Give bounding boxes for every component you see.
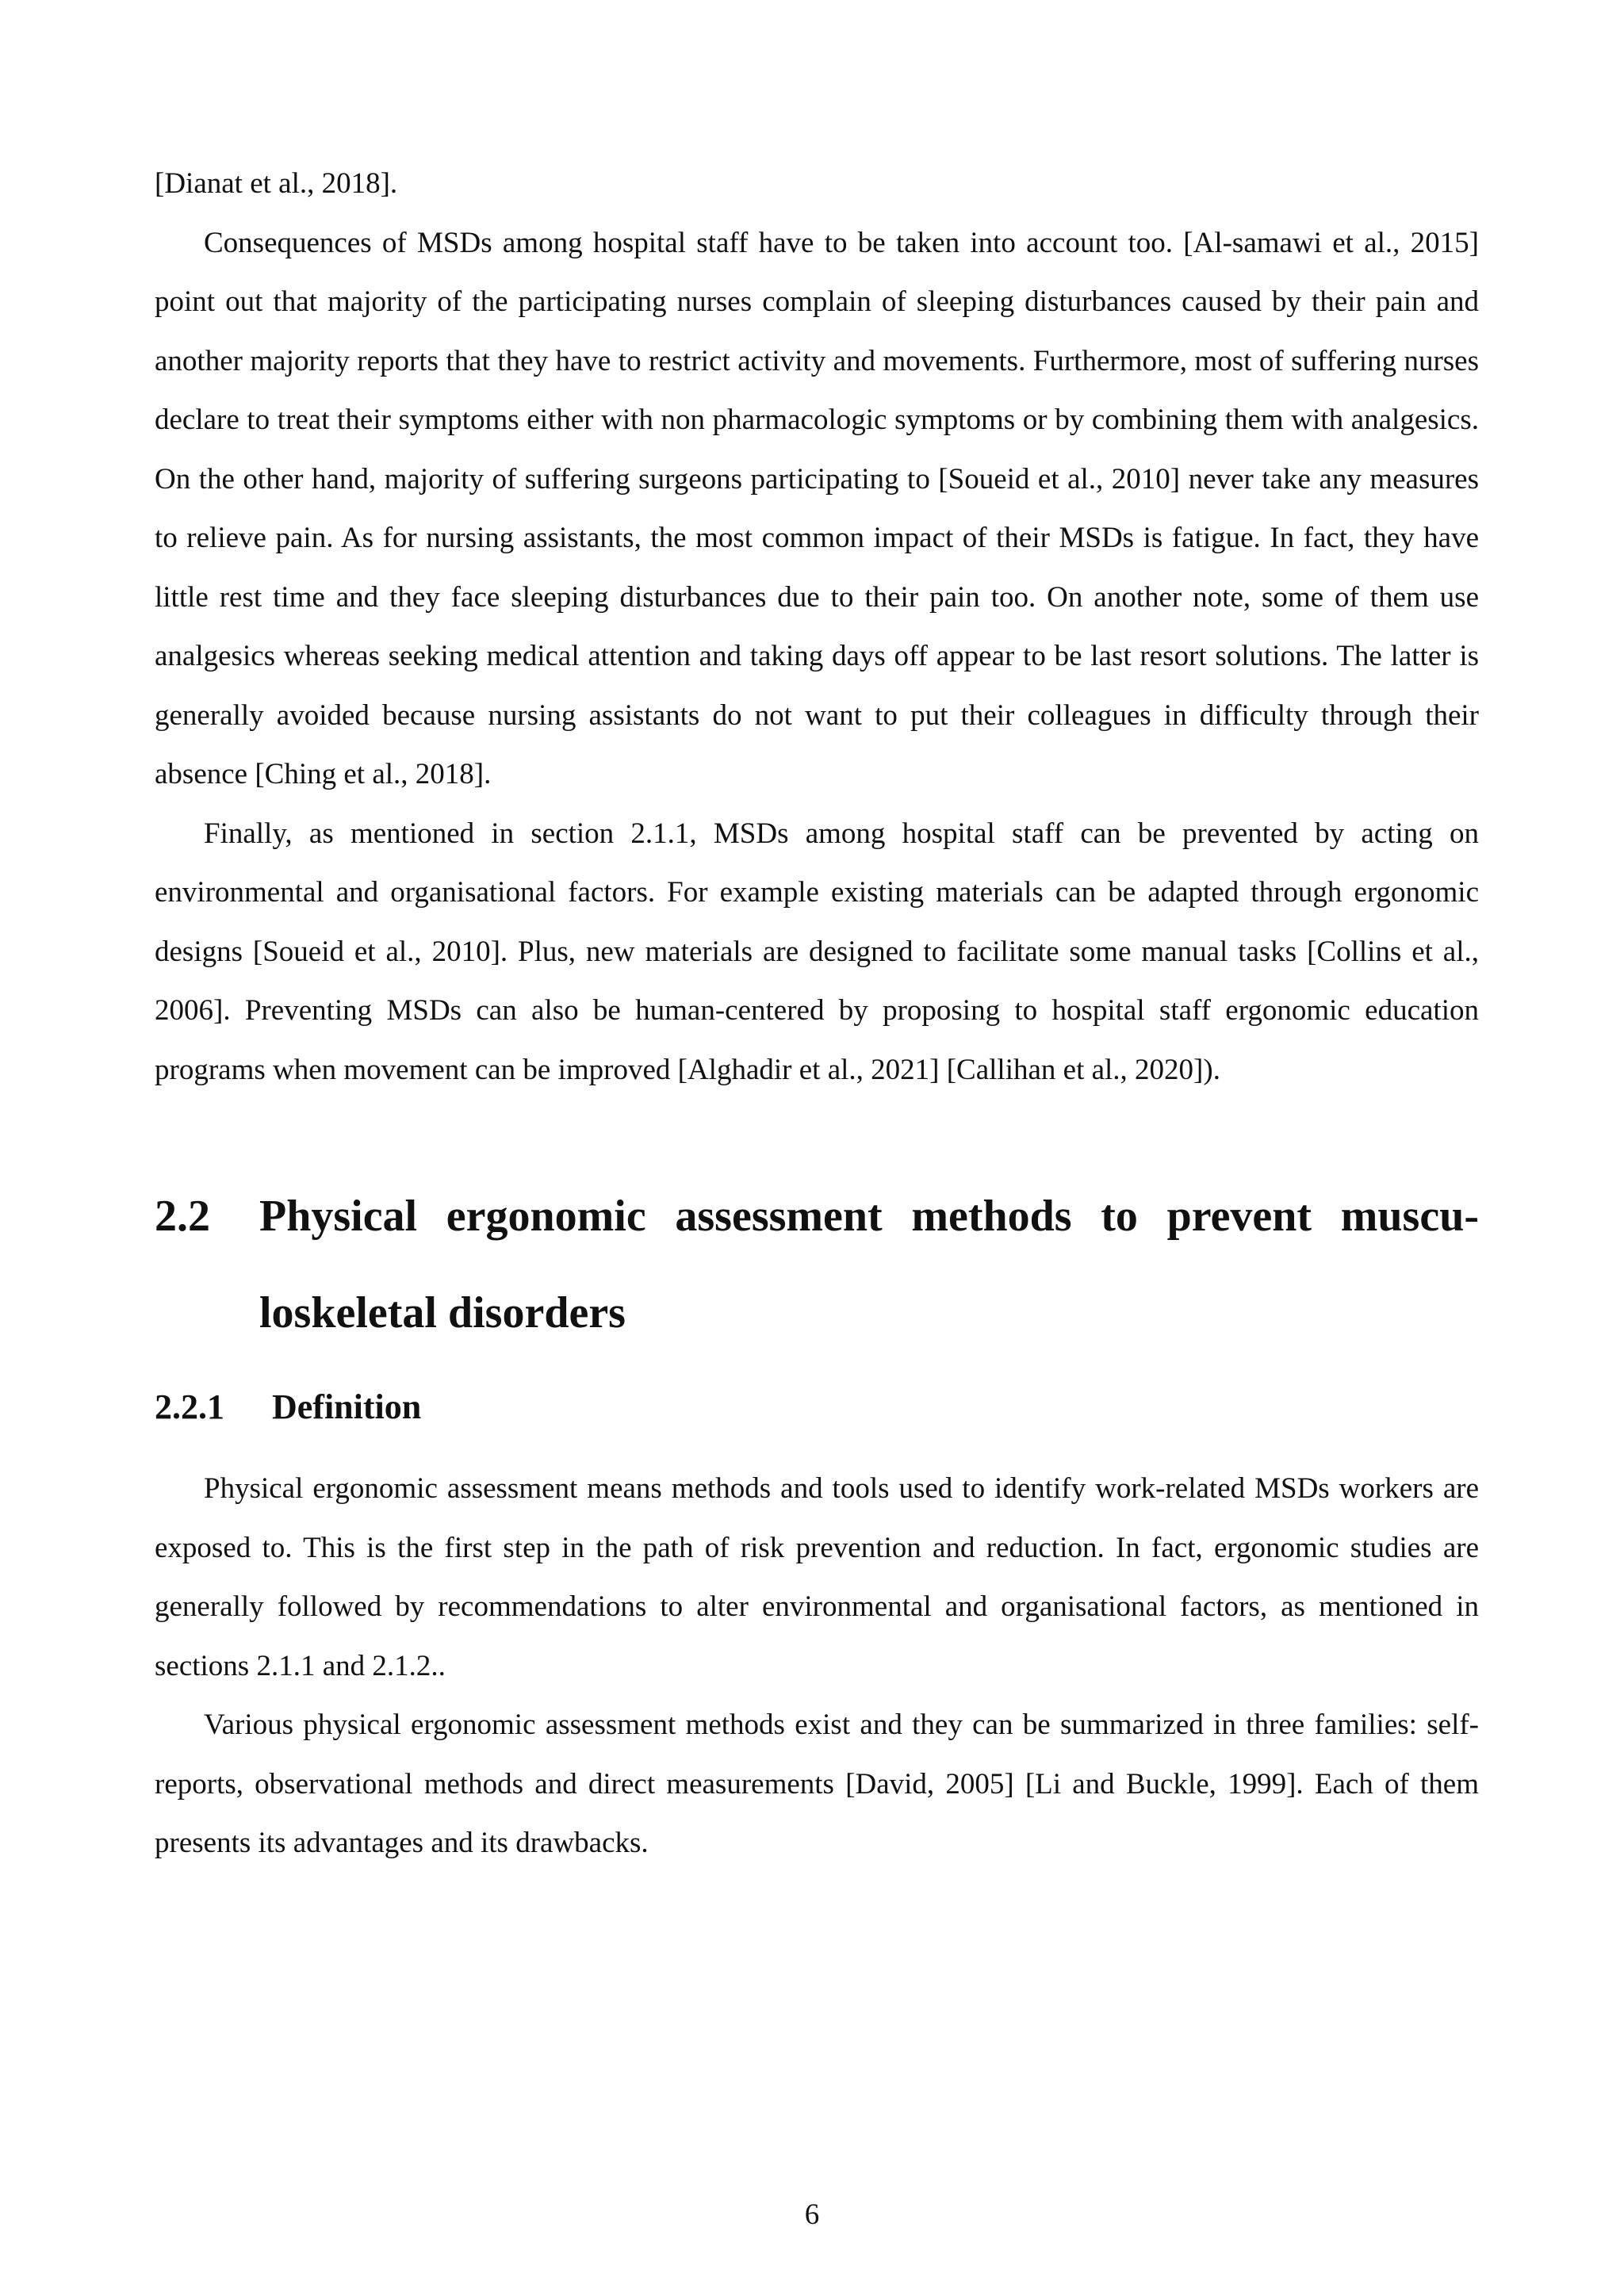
page-content bbox=[155, 155, 1479, 1873]
continued-paragraph: [Dianat et al., 2018]. bbox=[155, 167, 398, 200]
paragraph-prevention: Finally, as mentioned in section 2.1.1, MSDs among hospital staff can be prevented by acting on environmental and organisational factors. For example existing materials can be adapted through ergonomic designs [Soueid et al., 2010]. Plus, new materials are designed to facilitate some manual tasks [Collins et al., 2006]. Preventing MSDs can also be human-centered by proposing to hospital staff ergonomic education programs when movement can be improved [Alghadir et al., 2021] [Callihan et al., 2020]). bbox=[155, 817, 1479, 1086]
paragraph-definition: Physical ergonomic assessment means methods and tools used to identify work-related MSDs workers are exposed to. This is the first step in the path of risk prevention and reduction. In fact, ergonomic studies are generally followed by recommendations to alter environmental and organisational factors, as mentioned in sections 2.1.1 and 2.1.2.. bbox=[155, 1472, 1479, 1682]
subsection-number: 2.2.1 bbox=[155, 1387, 224, 1426]
section-number: 2.2 bbox=[155, 1192, 210, 1241]
section-heading bbox=[155, 1168, 1479, 1361]
paragraph-methods: Various physical ergonomic assessment methods exist and they can be summarized in three families: self-reports, observational methods and direct measurements [David, 2005] [Li and Buckle, 1999]. Each of them presents its advantages and its drawbacks. bbox=[155, 1709, 1479, 1859]
subsection-title: Definition bbox=[272, 1387, 422, 1426]
paragraph-consequences: Consequences of MSDs among hospital staff have to be taken into account too. [Al-samawi et al., 2015] point out that majority of the participating nurses complain of sleeping disturbances caused by their pain and another majority reports that they have to restrict activity and movements. Furthermore, most of suffering nurses declare to treat their symptoms either with non pharmacologic symptoms or by combining them with analgesics. On the other hand, majority of suffering surgeons participating to [Soueid et al., 2010] never take any measures to relieve pain. As for nursing assistants, the most common impact of their MSDs is fatigue. In fact, they have little rest time and they face sleeping disturbances due to their pain too. On another note, some of them use analgesics whereas seeking medical attention and taking days off appear to be last resort solutions. The latter is generally avoided because nursing assistants do not want to put their colleagues in difficulty through their absence [Ching et al., 2018]. bbox=[155, 226, 1479, 790]
subsection-heading bbox=[155, 1383, 1479, 1431]
page-number: 6 bbox=[804, 2198, 820, 2231]
section-title: Physical ergonomic assessment methods to prevent musculoskeletal disorders bbox=[259, 1192, 1479, 1337]
